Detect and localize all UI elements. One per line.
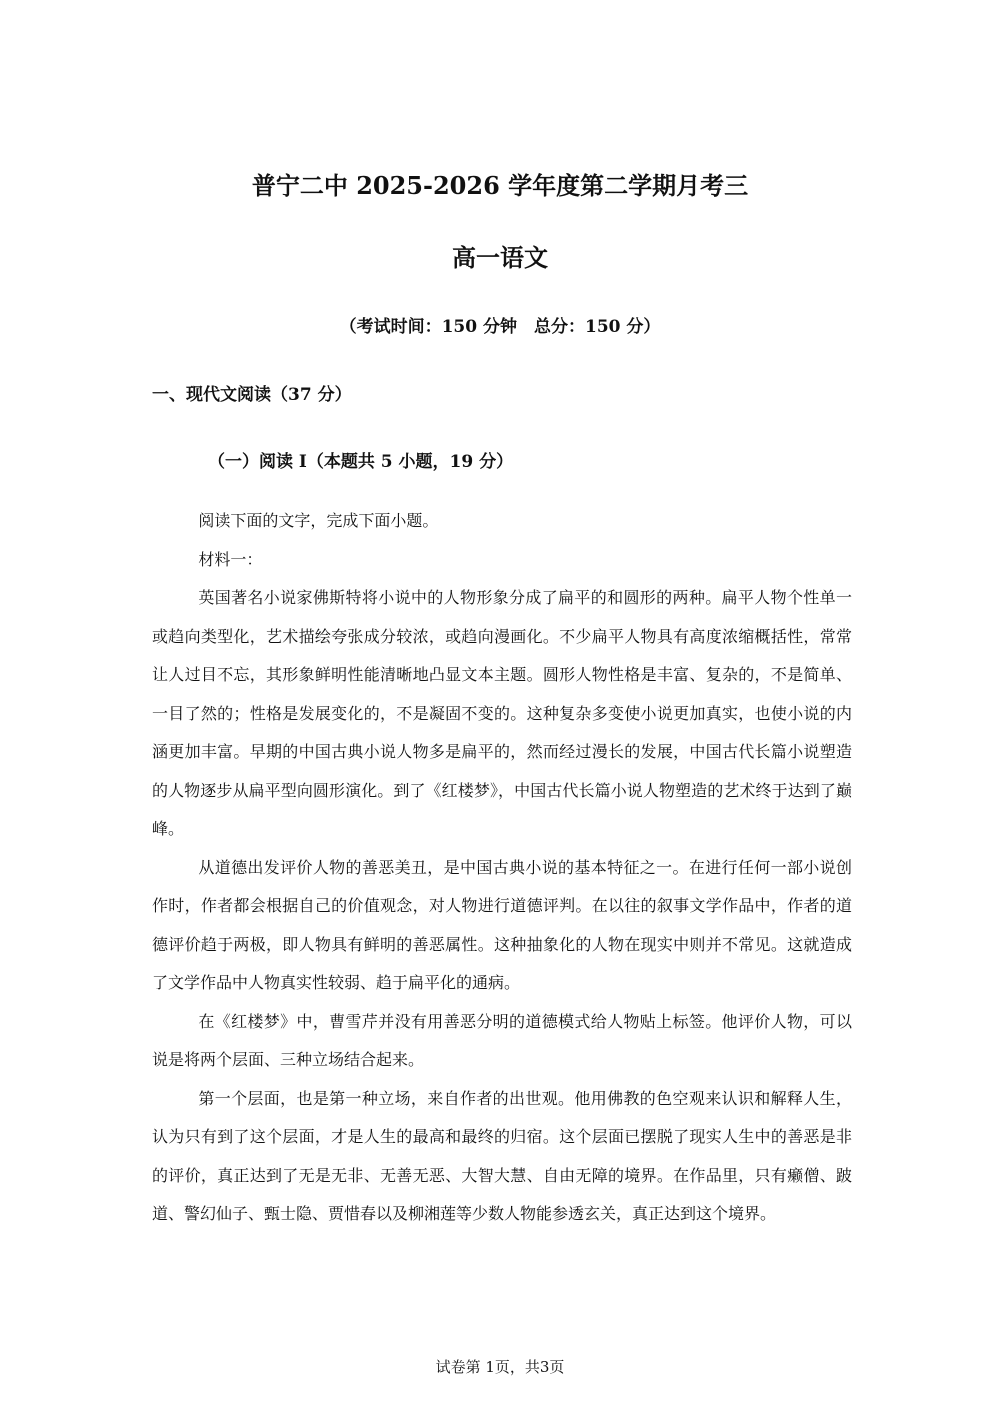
paragraph: 第一个层面，也是第一种立场，来自作者的出世观。他用佛教的色空观来认识和解释人生，认为只有到了这个层面，才是人生的最高和最终的归宿。这个层面已摆脱了现实人生中的善恶是非的评价，真正达到了无是无非、无善无恶、大智大慧、自由无障的境界。在作品里，只有癞僧、跛道、警幻仙子、甄士隐、贾惜春以及柳湘莲等少数人物能参透玄关，真正达到这个境界。 — [152, 1088, 852, 1223]
section-heading: 一、现代文阅读（37 分） — [152, 385, 352, 405]
paragraph: 在《红楼梦》中，曹雪芹并没有用善恶分明的道德模式给人物贴上标签。他评价人物，可以说是将两个层面、三种立场结合起来。 — [152, 1011, 852, 1069]
subsection-heading: （一）阅读 I（本题共 5 小题，19 分） — [208, 452, 514, 472]
paragraph: 从道德出发评价人物的善恶美丑，是中国古典小说的基本特征之一。在进行任何一部小说创作时，作者都会根据自己的价值观念，对人物进行道德评判。在以往的叙事文学作品中，作者的道德评价趋于两极，即人物具有鲜明的善恶属性。这种抽象化的人物在现实中则并不常见。这就造成了文学作品中人物真实性较弱、趋于扁平化的通病。 — [152, 857, 852, 992]
page-footer: 试卷第 1页，共3页 — [435, 1358, 565, 1376]
exam-info: （考试时间：150 分钟 总分：150 分） — [339, 317, 661, 337]
instruction-text: 阅读下面的文字，完成下面小题。 — [198, 511, 439, 530]
exam-title: 普宁二中 2025-2026 学年度第二学期月考三 — [251, 171, 749, 200]
reading-passage — [152, 502, 852, 1234]
subject-title: 高一语文 — [452, 243, 548, 272]
paragraph: 英国著名小说家佛斯特将小说中的人物形象分成了扁平的和圆形的两种。扁平人物个性单一或趋向类型化，艺术描绘夸张成分较浓，或趋向漫画化。不少扁平人物具有高度浓缩概括性，常常让人过目不忘，其形象鲜明性能清晰地凸显文本主题。圆形人物性格是丰富、复杂的，不是简单、一目了然的；性格是发展变化的，不是凝固不变的。这种复杂多变使小说更加真实，也使小说的内涵更加丰富。早期的中国古典小说人物多是扁平的，然而经过漫长的发展，中国古代长篇小说塑造的人物逐步从扁平型向圆形演化。到了《红楼梦》，中国古代长篇小说人物塑造的艺术终于达到了巅峰。 — [152, 588, 852, 838]
material-label: 材料一： — [198, 549, 263, 569]
